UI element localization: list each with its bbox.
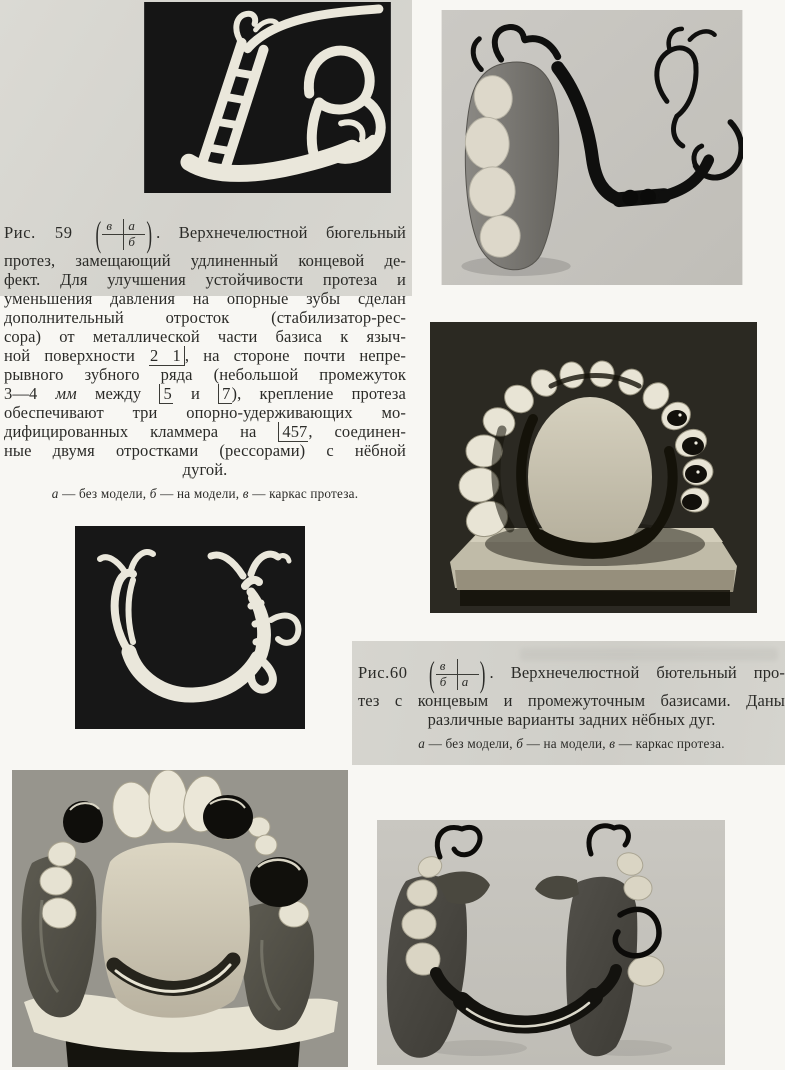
caption-text-segment: ), крепление протеза [231,384,406,403]
caption-text-segment: дифицированных кламмера на [4,422,279,441]
caption-text-segment: б [516,736,524,751]
figure59-framework-photo [143,2,392,193]
caption-text-segment: протез, замещающий удлиненный концевой де- [4,251,406,270]
caption-line [4,346,406,365]
caption-text-segment: — каркас протеза. [615,736,725,751]
caption-line [4,422,406,441]
caption-text-segment: сора) от металлической части базиса к языч- [4,327,406,346]
caption-line [4,460,406,479]
figure60-model-photo [12,770,348,1067]
framework-60-drawing [75,526,305,729]
caption-text-segment: рывного зубного ряда (небольшой промежуток [4,365,406,384]
figure59-model-photo [430,322,757,613]
fraction-cell-tr: а [123,219,145,234]
caption-text-segment: ной поверхности [4,346,150,365]
caption-text-segment: фект. Для улучшения устойчивости протеза и [4,270,406,289]
caption-line [4,441,406,460]
caption-text-segment: — на модели, [156,486,243,501]
caption-legend [358,734,785,753]
denture-59b-drawing [430,322,757,613]
figure-60-caption [358,654,785,753]
caption-text-segment: — на модели, [523,736,610,751]
caption-text-segment: а [51,486,59,501]
caption-line [358,691,785,710]
caption-text-segment: — каркас протеза. [248,486,359,501]
caption-text-segment: . Верхнечелюстной бютельный про- [489,663,785,682]
fraction-cell-tl: в [106,217,113,233]
caption-text-segment: а [418,736,426,751]
caption-line [358,654,785,695]
caption-text-segment: в [609,736,616,751]
caption-text-segment: . Верхнечелюстной бюгельный [156,223,406,242]
caption-text-segment: дугой. [182,460,228,479]
figure59-denture-photo [441,10,743,285]
figure-view-fraction: ( в б а ) [429,654,486,695]
dental-formula: 5 [159,384,172,404]
caption-line [4,270,406,289]
caption-line [4,384,406,403]
denture-60a-drawing [377,820,725,1065]
dental-formula: 2 1 [149,346,185,366]
plinth-front [455,570,735,592]
caption-line [4,327,406,346]
caption-text-segment: различные варианты задних нёбных дуг. [427,710,716,729]
caption-text-segment: , соединен- [308,422,406,441]
denture-60b-drawing [12,770,348,1067]
caption-text-segment: уменьшения давления на опорные зубы сделан [4,289,406,308]
caption-text-segment: обеспечивают три опорно-удерживающих мо- [4,403,406,422]
denture-59a-drawing [441,10,743,285]
caption-text-segment: — без модели, [58,486,150,501]
fraction-cell-br: а [457,674,479,690]
caption-text-segment: Рис.60 [358,663,426,682]
caption-line [4,251,406,270]
dental-formula: 457 [278,422,308,442]
caption-line [4,214,406,255]
framework-knot [640,189,656,205]
fraction-cell-tl: в [439,657,446,673]
caption-text-segment: 3—4 [4,384,56,403]
caption-text-segment: ные двумя отростками (рессорами) с нёбной [4,441,406,460]
caption-legend [4,484,406,503]
caption-text-segment: между [76,384,160,403]
figure60-framework-photo [75,526,305,729]
fraction-cell-bl: б [436,674,457,690]
figure-59-caption [4,214,406,503]
caption-text-segment: мм [55,384,77,403]
dental-formula: 7 [218,384,231,404]
caption-line [4,403,406,422]
caption-line [358,710,785,729]
framework-59-drawing [143,2,392,193]
plinth-shadow [460,590,730,606]
figure-view-fraction: ( в а б ) [95,214,153,255]
fraction-cell-bl [102,234,123,250]
caption-text-segment: — без модели, [425,736,517,751]
framework-knot [622,190,638,206]
figure60-denture-photo [377,820,725,1065]
caption-line [4,289,406,308]
caption-text-segment: , на стороне почти непре- [184,346,406,365]
caption-text-segment: в [242,486,249,501]
caption-text-segment: б [149,486,157,501]
caption-text-segment: Рис. 59 [4,223,92,242]
fraction-cell-br: б [123,234,145,250]
caption-line [4,365,406,384]
caption-text-segment: дополнительный отросток (стабилизатор-рес- [4,308,406,327]
caption-text-segment: тез с концевым и промежуточным базисами. Даны [358,691,785,710]
fraction-cell-tr [457,659,479,674]
caption-line [4,308,406,327]
caption-text-segment: и [172,384,219,403]
